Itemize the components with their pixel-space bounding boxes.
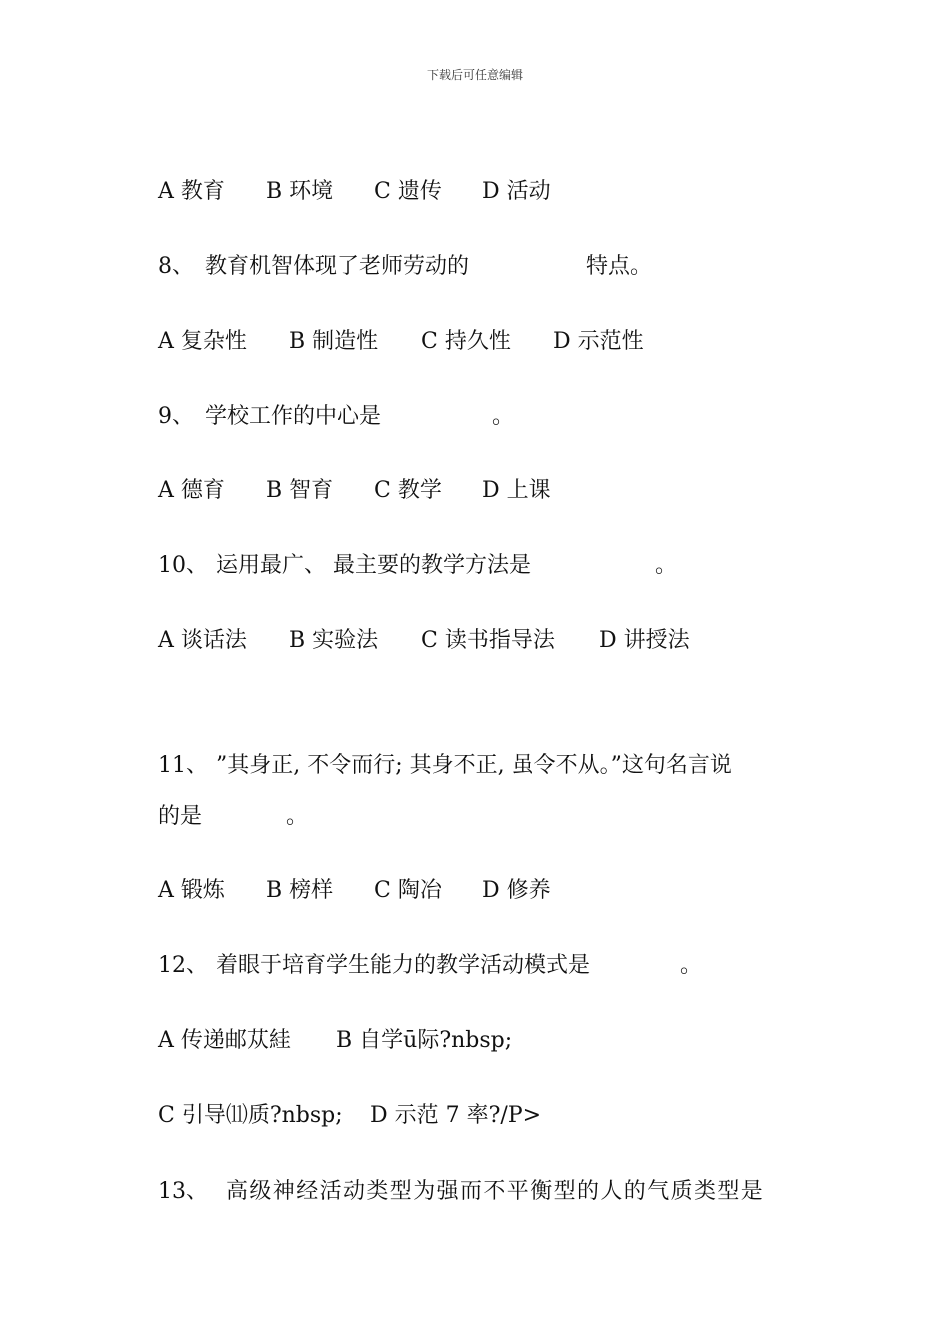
option-b: B 榜样 <box>266 878 334 903</box>
question-suffix: 。 <box>655 553 678 578</box>
option-b: B 实验法 <box>289 628 379 653</box>
option-d: D 示范性 <box>553 329 644 354</box>
question-11-continued <box>144 772 308 832</box>
question-number: 11、 <box>158 753 208 778</box>
option-a: A 谈话法 <box>158 628 247 653</box>
option-a: A 复杂性 <box>158 329 247 354</box>
question-number: 12、 <box>158 953 208 978</box>
option-a: A 锻炼 <box>158 878 225 903</box>
question-suffix: 。 <box>286 804 309 829</box>
option-c: C 持久性 <box>421 329 511 354</box>
option-a: A 德育 <box>158 478 225 503</box>
q9-options <box>144 446 551 506</box>
question-text: 教育机智体现了老师劳动的 <box>205 254 470 279</box>
option-b: B 智育 <box>266 478 334 503</box>
option-b: B 环境 <box>266 179 334 204</box>
question-number: 13、 <box>158 1179 208 1204</box>
q12-options-row-1 <box>144 996 512 1056</box>
question-text: 的是 <box>158 804 203 829</box>
option-d: D 讲授法 <box>599 628 690 653</box>
option-d: D 修养 <box>482 878 551 903</box>
q8-options <box>144 297 644 357</box>
option-c: C 遗传 <box>374 179 442 204</box>
question-8 <box>144 222 652 282</box>
question-number: 10、 <box>158 553 208 578</box>
question-10 <box>144 521 677 581</box>
q10-options <box>144 596 690 656</box>
page-header: 下载后可任意编辑 <box>426 68 523 82</box>
option-b: B 自学ū际?nbsp; <box>336 1028 513 1053</box>
question-number: 9、 <box>158 404 194 429</box>
option-b: B 制造性 <box>289 329 379 354</box>
question-text: 学校工作的中心是 <box>205 404 382 429</box>
option-d: D 上课 <box>482 478 551 503</box>
q12-options-row-2 <box>144 1071 541 1131</box>
option-c: C 陶冶 <box>374 878 442 903</box>
question-13 <box>144 1147 764 1207</box>
question-suffix: 。 <box>680 953 703 978</box>
question-12 <box>144 921 702 981</box>
q11-options <box>144 846 551 906</box>
question-text: 着眼于培育学生能力的教学活动模式是 <box>216 953 591 978</box>
question-text: 高级神经活动类型为强而不平衡型的人的气质类型是 <box>226 1179 765 1204</box>
option-d: D 示范 7 率?/P> <box>370 1103 542 1128</box>
question-text: 运用最广、 最主要的教学方法是 <box>216 553 531 578</box>
option-d: D 活动 <box>482 179 551 204</box>
question-suffix: 特点。 <box>586 254 653 279</box>
option-c: C 引导⑾质?nbsp; <box>158 1103 343 1128</box>
q7-options <box>144 147 551 207</box>
question-text: ”其身正, 不令而行; 其身不正, 虽令不从。”这句名言说 <box>216 753 732 778</box>
option-a: A 传递邮苁絓 <box>158 1028 291 1053</box>
question-number: 8、 <box>158 254 194 279</box>
question-suffix: 。 <box>492 404 515 429</box>
option-c: C 教学 <box>374 478 442 503</box>
question-9 <box>144 372 514 432</box>
option-c: C 读书指导法 <box>421 628 555 653</box>
option-a: A 教育 <box>158 179 225 204</box>
